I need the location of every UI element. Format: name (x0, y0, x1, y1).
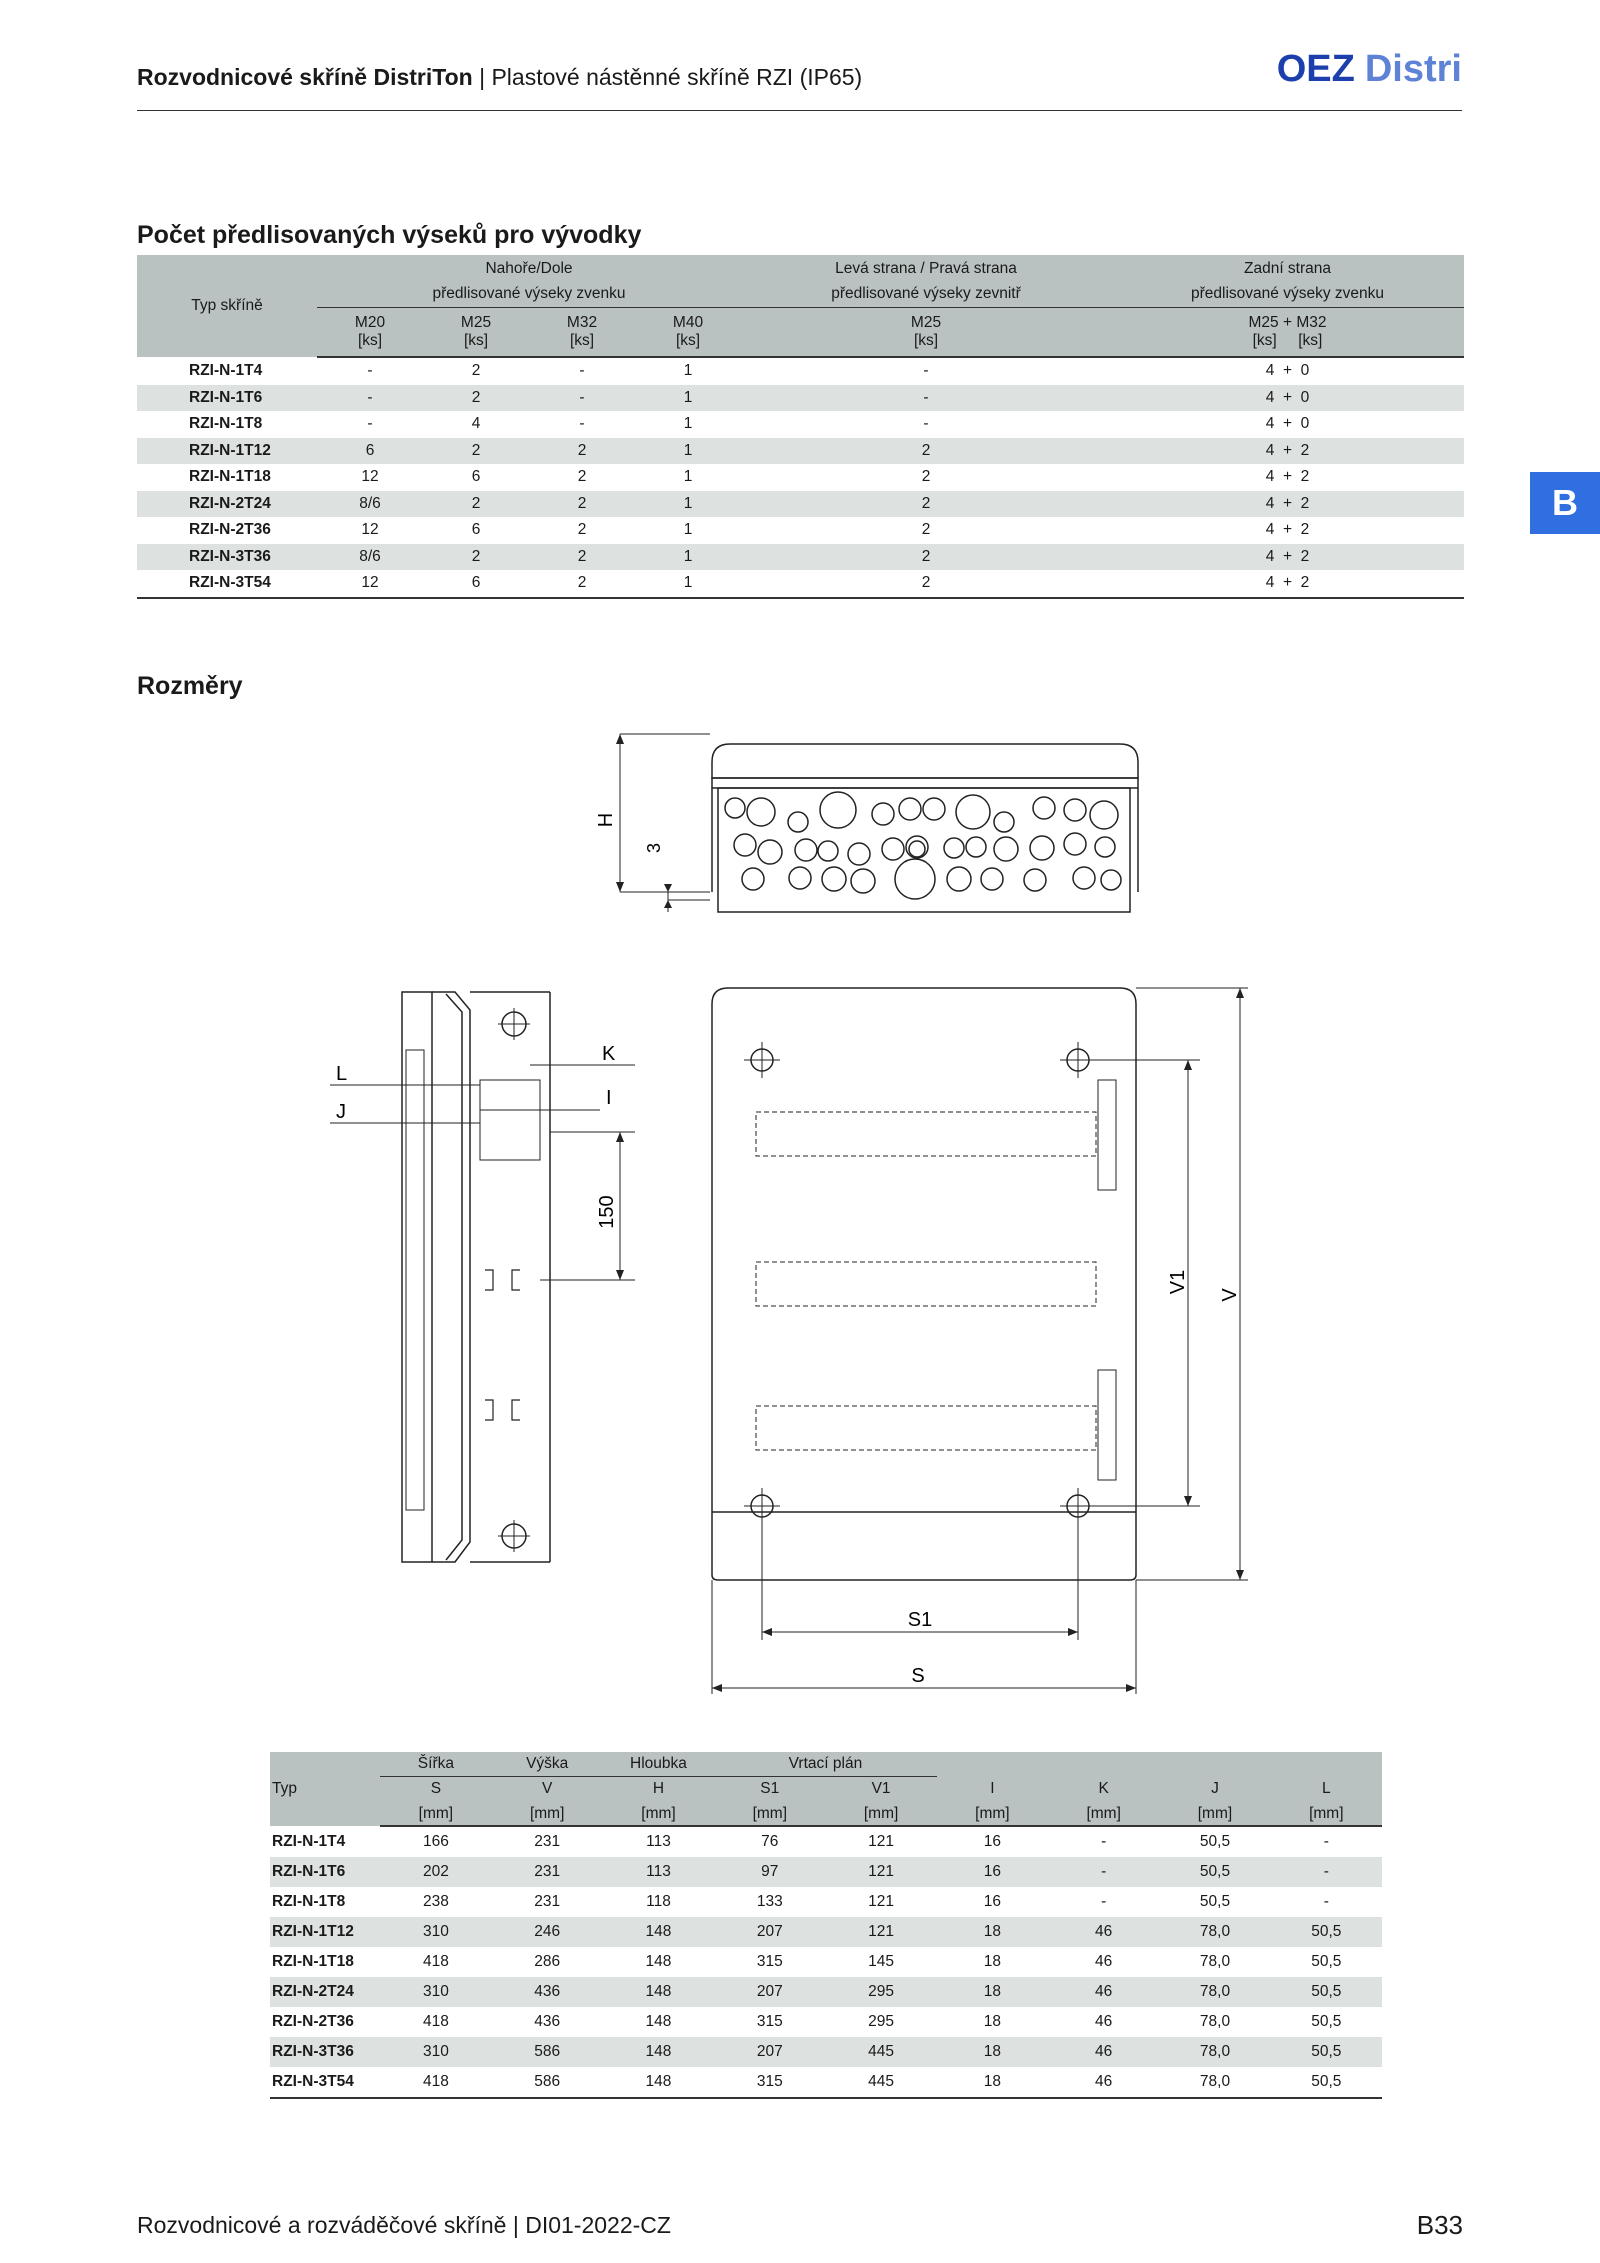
row-type-cell: RZI-N-1T4 (189, 361, 263, 379)
section-tab-marker: B (1530, 472, 1600, 534)
page-header (137, 48, 1462, 111)
table-cell: 18 (937, 1917, 1048, 1947)
group-back-header: Zadní strana (1111, 255, 1464, 282)
table-cell: 586 (534, 2073, 561, 2090)
section-title-dimensions: Rozměry (137, 672, 243, 700)
table-cell: - (1271, 1857, 1382, 1887)
table-cell: 78,0 (1159, 1977, 1270, 2007)
table-cell: - (317, 385, 423, 412)
table-cell: 315 (756, 2013, 783, 2030)
table-cell: 1 (683, 468, 693, 486)
table-cell: 148 (645, 1953, 672, 1970)
table-cell: 121 (868, 1833, 895, 1850)
group-top-header: Nahoře/Dole (317, 255, 741, 282)
table-cell: 12 (361, 468, 379, 486)
table-cell: 148 (603, 1917, 714, 1947)
group-side-header: Levá strana / Pravá strana (741, 255, 1111, 282)
table-cell: 315 (756, 1953, 783, 1970)
table-cell: 4 + 0 (1111, 385, 1464, 412)
table-row (270, 1857, 1382, 1887)
dim-label-j: J (336, 1101, 346, 1123)
table-row (137, 411, 1464, 438)
col-unit: [mm] (1159, 1802, 1270, 1826)
table-cell: 148 (645, 2073, 672, 2090)
table-cell: 113 (603, 1857, 714, 1887)
table-cell: 310 (380, 1917, 491, 1947)
col-back-header: M25 + M32 [ks] [ks] (1111, 307, 1464, 357)
table-cell: - (1323, 1833, 1329, 1850)
col-m25-header: M25 [ks] (423, 307, 529, 357)
table-row (270, 1977, 1382, 2007)
table-cell: 50,5 (1311, 2073, 1342, 2090)
col-m32-header: M32 [ks] (529, 307, 635, 357)
table-cell: 46 (1095, 1953, 1113, 1970)
table-cell: 148 (603, 2037, 714, 2067)
table-cell: 78,0 (1159, 2037, 1270, 2067)
table-cell: 207 (714, 1917, 825, 1947)
table-cell: 231 (492, 1857, 603, 1887)
table-cell: 4 (471, 415, 481, 433)
table-row (137, 357, 1464, 385)
table-cell: 445 (825, 2037, 936, 2067)
table-cell: 418 (422, 1953, 449, 1970)
col-unit: [mm] (492, 1802, 603, 1826)
table-cell: 16 (983, 1833, 1001, 1850)
group-width-header: Šířka (380, 1752, 491, 1776)
table-cell: 2 (741, 438, 1111, 465)
table-cell: 586 (492, 2037, 603, 2067)
table-cell: 6 (317, 438, 423, 465)
dim-label-k: K (602, 1043, 616, 1065)
table-cell: 2 (423, 544, 529, 571)
table-cell: 2 (741, 544, 1111, 571)
table-cell: 18 (937, 1977, 1048, 2007)
table-row (137, 385, 1464, 412)
dim-label-l: L (336, 1063, 348, 1085)
din-rail-3 (756, 1406, 1096, 1450)
lid-rim (712, 778, 1138, 788)
table-cell: 286 (534, 1953, 561, 1970)
table-row (137, 544, 1464, 571)
header-title (137, 64, 862, 91)
table-row (137, 491, 1464, 518)
table-cell: - (1101, 1833, 1107, 1850)
table-cell: 418 (422, 2073, 449, 2090)
table-cell: 2 (577, 574, 587, 592)
col-type-header: Typ (270, 1752, 380, 1826)
table-cell: 148 (603, 1977, 714, 2007)
table-cell: 436 (534, 2013, 561, 2030)
table-cell: 4 + 2 (1111, 544, 1464, 571)
table-row (270, 1826, 1382, 1857)
table-row (137, 517, 1464, 544)
table-cell: 418 (422, 2013, 449, 2030)
table-cell: 6 (471, 468, 481, 486)
table-cell: 78,0 (1199, 1953, 1231, 1970)
row-type-cell: RZI-N-1T12 (137, 438, 317, 465)
col-side-m25-header: M25 [ks] (741, 307, 1111, 357)
table-cell: 315 (756, 2073, 783, 2090)
table-row (270, 1947, 1382, 1977)
table-cell: 246 (492, 1917, 603, 1947)
dim-label-150: 150 (596, 1195, 618, 1229)
dim-label-v: V (1219, 1288, 1241, 1302)
table-cell: 46 (1095, 2073, 1113, 2090)
table-cell: 295 (868, 2013, 895, 2030)
row-type-cell: RZI-N-2T24 (270, 1977, 380, 2007)
col-j-header: J (1159, 1776, 1270, 1802)
table-cell: 2 (529, 491, 635, 518)
table-row (270, 2037, 1382, 2067)
table-cell: 2 (423, 385, 529, 412)
row-type-cell: RZI-N-1T6 (137, 385, 317, 412)
col-unit: [mm] (603, 1802, 714, 1826)
table-cell: 50,5 (1199, 1833, 1231, 1850)
table-cell: - (1048, 1857, 1159, 1887)
table-cell: 46 (1095, 2013, 1113, 2030)
dim-label-3: 3 (644, 842, 664, 854)
table-row (270, 2067, 1382, 2098)
group-back-subheader: předlisované výseky zvenku (1111, 282, 1464, 307)
table-cell: - (923, 415, 929, 433)
dim-label-s: S (911, 1665, 925, 1687)
row-type-cell: RZI-N-1T18 (272, 1953, 354, 1970)
col-m40-header: M40 [ks] (635, 307, 741, 357)
group-depth-header: Hloubka (603, 1752, 714, 1776)
table-cell: 2 (529, 438, 635, 465)
page-number: B33 (1416, 2210, 1463, 2240)
dim-label-s1: S1 (907, 1609, 933, 1631)
row-type-cell: RZI-N-1T6 (270, 1857, 380, 1887)
table-cell: 310 (380, 1977, 491, 2007)
row-type-cell: RZI-N-3T36 (270, 2037, 380, 2067)
table-cell: - (741, 385, 1111, 412)
table-cell: 50,5 (1199, 1893, 1231, 1910)
footer-text: Rozvodnicové a rozváděčové skříně | DI01-2022-CZ (137, 2212, 671, 2238)
table-cell: 16 (983, 1893, 1001, 1910)
knockouts-table (137, 255, 1464, 599)
table-cell: 50,5 (1311, 2013, 1342, 2030)
table-cell: 8/6 (317, 544, 423, 571)
table-cell: 76 (761, 1833, 779, 1850)
table-cell: 1 (635, 385, 741, 412)
col-unit: [mm] (1048, 1802, 1159, 1826)
table-cell: - (529, 385, 635, 412)
table-cell: 145 (868, 1953, 895, 1970)
header-title-bold: Rozvodnicové skříně DistriTon (137, 64, 473, 90)
side-view-drawing (330, 980, 650, 1590)
col-h-header: H (603, 1776, 714, 1802)
table-cell: 1 (683, 362, 693, 380)
table-cell: - (367, 415, 373, 433)
table-cell: 4 + 2 (1265, 521, 1310, 539)
col-s-header: S (380, 1776, 491, 1802)
table-cell: 78,0 (1199, 2013, 1231, 2030)
table-cell: - (367, 362, 373, 380)
row-type-cell: RZI-N-1T12 (270, 1917, 380, 1947)
row-type-cell: RZI-N-1T18 (189, 468, 271, 486)
table-cell: 1 (683, 574, 693, 592)
table-cell: 113 (646, 1833, 671, 1850)
table-cell: 2 (741, 491, 1111, 518)
row-type-cell: RZI-N-2T24 (137, 491, 317, 518)
din-rail-2 (756, 1262, 1096, 1306)
header-title-rest: Plastové nástěnné skříně RZI (IP65) (491, 64, 863, 90)
table-cell: 78,0 (1199, 2073, 1231, 2090)
front-outline (712, 988, 1136, 1580)
table-cell: 8/6 (317, 491, 423, 518)
table-row (270, 1887, 1382, 1917)
table-cell: 1 (635, 438, 741, 465)
row-type-cell: RZI-N-3T54 (189, 574, 271, 592)
logo-brand: OEZ (1276, 48, 1355, 90)
group-top-subheader: předlisované výseky zvenku (317, 282, 741, 307)
top-view-drawing (560, 720, 1160, 920)
table-cell: 46 (1048, 1977, 1159, 2007)
table-row (137, 464, 1464, 491)
group-drill-header: Vrtací plán (714, 1752, 937, 1776)
col-s1-header: S1 (714, 1776, 825, 1802)
table-cell: 2 (921, 574, 931, 592)
table-cell: 1 (635, 544, 741, 571)
col-l-header: L (1271, 1776, 1382, 1802)
table-row (137, 570, 1464, 598)
table-cell: 16 (937, 1857, 1048, 1887)
table-cell: 6 (471, 574, 481, 592)
table-cell: 46 (1048, 1917, 1159, 1947)
table-cell: 436 (492, 1977, 603, 2007)
row-type-cell: RZI-N-3T54 (272, 2073, 354, 2090)
table-cell: 202 (380, 1857, 491, 1887)
table-cell: 1 (635, 491, 741, 518)
table-cell: 231 (534, 1833, 561, 1850)
table-cell: 121 (825, 1917, 936, 1947)
table-cell: 121 (868, 1893, 895, 1910)
table-cell: 238 (422, 1893, 449, 1910)
table-cell: 18 (983, 2073, 1001, 2090)
table-cell: 148 (645, 2013, 672, 2030)
table-cell: - (579, 415, 585, 433)
table-cell: 6 (471, 521, 481, 539)
table-cell: 2 (471, 362, 481, 380)
table-cell: 97 (714, 1857, 825, 1887)
table-cell: 50,5 (1271, 1917, 1382, 1947)
table-cell: 207 (714, 2037, 825, 2067)
col-unit: [mm] (714, 1802, 825, 1826)
table-cell: 4 + 2 (1265, 574, 1310, 592)
table-cell: 50,5 (1311, 1953, 1342, 1970)
table-cell: 1 (683, 415, 693, 433)
col-unit: [mm] (937, 1802, 1048, 1826)
table-cell: - (579, 362, 585, 380)
logo-suffix: Distri (1364, 48, 1462, 90)
table-cell: 78,0 (1159, 1917, 1270, 1947)
col-type-header: Typ skříně (137, 255, 317, 357)
col-v1-header: V1 (825, 1776, 936, 1802)
dimensions-table (270, 1752, 1382, 2099)
row-type-cell: RZI-N-2T36 (272, 2013, 354, 2030)
lid-outline (712, 744, 1138, 778)
table-cell: 121 (825, 1857, 936, 1887)
table-cell: 2 (529, 544, 635, 571)
table-cell: 1 (683, 521, 693, 539)
col-unit: [mm] (1271, 1802, 1382, 1826)
table-cell: 295 (825, 1977, 936, 2007)
table-cell: 445 (868, 2073, 895, 2090)
table-row (270, 1917, 1382, 1947)
dim-label-h: H (595, 812, 617, 828)
table-cell: 50,5 (1159, 1857, 1270, 1887)
table-cell: 4 + 0 (1265, 362, 1310, 380)
table-cell: 166 (422, 1833, 449, 1850)
din-rail-1 (756, 1112, 1096, 1156)
table-cell: 4 + 0 (1265, 415, 1310, 433)
table-cell: 4 + 2 (1111, 438, 1464, 465)
table-cell: 18 (983, 1953, 1001, 1970)
table-cell: 2 (577, 468, 587, 486)
table-cell: 2 (921, 521, 931, 539)
table-cell: 2 (577, 521, 587, 539)
table-cell: 2 (921, 468, 931, 486)
table-cell: 12 (361, 521, 379, 539)
table-row (137, 438, 1464, 465)
table-cell: - (1101, 1893, 1107, 1910)
table-cell: 50,5 (1271, 1977, 1382, 2007)
table-cell: 207 (714, 1977, 825, 2007)
table-cell: 310 (380, 2037, 491, 2067)
table-cell: 2 (423, 491, 529, 518)
dim-label-v1: V1 (1167, 1269, 1189, 1295)
brand-logo (1277, 48, 1462, 91)
table-cell: 2 (423, 438, 529, 465)
row-type-cell: RZI-N-1T8 (189, 415, 263, 433)
col-unit: [mm] (380, 1802, 491, 1826)
row-type-cell: RZI-N-3T36 (137, 544, 317, 571)
table-cell: 118 (646, 1893, 671, 1910)
section-title-knockouts: Počet předlisovaných výseků pro vývodky (137, 221, 642, 249)
table-cell: - (923, 362, 929, 380)
col-v-header: V (492, 1776, 603, 1802)
table-cell: 18 (937, 2037, 1048, 2067)
row-type-cell: RZI-N-1T8 (272, 1893, 346, 1910)
header-separator: | (479, 64, 492, 90)
table-cell: 4 + 2 (1111, 491, 1464, 518)
table-cell: - (1323, 1893, 1329, 1910)
col-i-header: I (937, 1776, 1048, 1802)
col-unit: [mm] (825, 1802, 936, 1826)
table-cell: 231 (534, 1893, 561, 1910)
front-view-drawing (700, 980, 1260, 1700)
table-cell: 133 (756, 1893, 783, 1910)
dim-label-i: I (606, 1087, 612, 1109)
table-cell: 12 (361, 574, 379, 592)
group-height-header: Výška (492, 1752, 603, 1776)
group-side-subheader: předlisované výseky zevnitř (741, 282, 1111, 307)
table-cell: 50,5 (1271, 2037, 1382, 2067)
row-type-cell: RZI-N-2T36 (189, 521, 271, 539)
col-k-header: K (1048, 1776, 1159, 1802)
col-m20-header: M20 [ks] (317, 307, 423, 357)
table-cell: 46 (1048, 2037, 1159, 2067)
table-row (270, 2007, 1382, 2037)
table-cell: 4 + 2 (1265, 468, 1310, 486)
row-type-cell: RZI-N-1T4 (272, 1832, 346, 1850)
table-cell: 18 (983, 2013, 1001, 2030)
